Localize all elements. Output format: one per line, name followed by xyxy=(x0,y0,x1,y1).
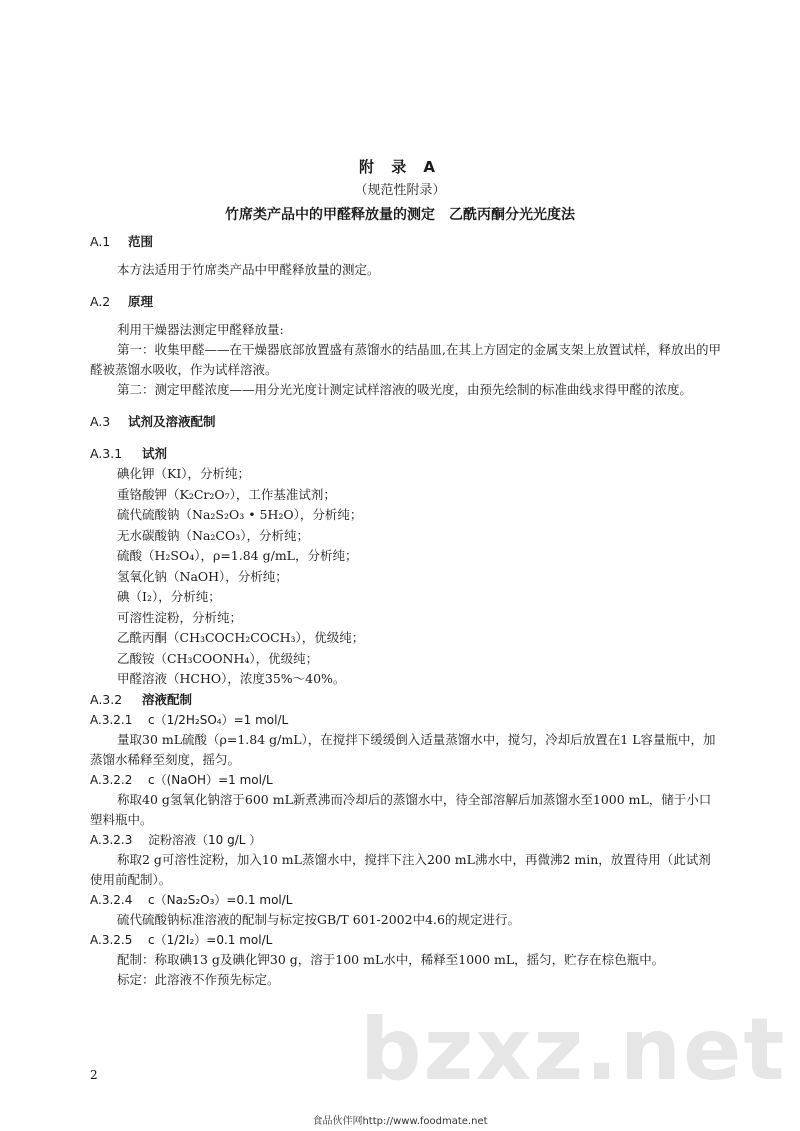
paragraph: 配制：称取碘13 g及碘化钾30 g，溶于100 mL水中，稀释至1000 mL，摇匀，贮存在棕色瓶中。 xyxy=(117,951,665,967)
reagent-list xyxy=(90,464,722,690)
list-item: 碘（I₂），分析纯； xyxy=(117,589,221,604)
subsection-heading-a31: A.3.1 试剂 xyxy=(90,446,168,461)
clause-heading-a322: A.3.2.2 c（(NaOH）=1 mol/L xyxy=(90,772,273,787)
list-item: 无水碳酸钠（Na₂CO₃），分析纯； xyxy=(117,527,309,543)
paragraph: 量取30 mL硫酸（ρ=1.84 g/mL），在搅拌下缓缓倒入适量蒸馏水中，搅匀，冷却后放置在1 L容量瓶中，加蒸馏水稀释至刻度，摇匀。 xyxy=(90,731,716,767)
paragraph: 本方法适用于竹席类产品中甲醛释放量的测定。 xyxy=(117,262,380,277)
list-item: 重铬酸钾（K₂Cr₂O₇），工作基准试剂； xyxy=(117,486,336,502)
list-item: 乙酰丙酮（CH₃COCH₂COCH₃），优级纯； xyxy=(117,630,365,645)
paragraph: 称取40 g氢氧化钠溶于600 mL新煮沸而冷却后的蒸馏水中，待全部溶解后加蒸馏水至1000 mL，储于小口塑料瓶中。 xyxy=(90,791,712,827)
paragraph: 硫代硫酸钠标准溶液的配制与标定按GB/T 601-2002中4.6的规定进行。 xyxy=(117,911,520,927)
footer-link[interactable]: 食品伙伴网http://www.foodmate.net xyxy=(312,1116,488,1127)
list-item: 可溶性淀粉，分析纯； xyxy=(117,609,243,625)
paragraph: 第二：测定甲醛浓度——用分光光度计测定试样溶液的吸光度，由预先绘制的标准曲线求得甲醛的浓度。 xyxy=(117,382,693,397)
appendix-title: 竹席类产品中的甲醛释放量的测定 乙酰丙酮分光光度法 xyxy=(225,207,575,223)
page-number: 2 xyxy=(90,1068,98,1082)
clause-heading-a323: A.3.2.3 淀粉溶液（10 g/L ） xyxy=(90,832,262,847)
list-item: 硫酸（H₂SO₄），ρ=1.84 g/mL，分析纯； xyxy=(117,548,358,563)
document-body xyxy=(90,232,722,990)
clause-heading-a324: A.3.2.4 c（Na₂S₂O₃）=0.1 mol/L xyxy=(90,892,293,907)
section-heading-a2: A.2 原理 xyxy=(90,294,154,309)
list-item: 甲醛溶液（HCHO），浓度35%～40%。 xyxy=(117,671,346,686)
normative-label: （规范性附录） xyxy=(354,183,446,198)
list-item: 碘化钾（KI），分析纯； xyxy=(117,466,251,481)
list-item: 硫代硫酸钠（Na₂S₂O₃ • 5H₂O），分析纯； xyxy=(117,507,363,522)
paragraph: 利用干燥器法测定甲醛释放量: xyxy=(117,322,284,337)
appendix-heading xyxy=(0,156,800,226)
section-heading-a3: A.3 试剂及溶液配制 xyxy=(90,414,216,429)
clause-heading-a325: A.3.2.5 c（1/2I₂）=0.1 mol/L xyxy=(90,932,273,947)
section-heading-a1: A.1 范围 xyxy=(90,234,154,249)
paragraph: 第一：收集甲醛——在干燥器底部放置盛有蒸馏水的结晶皿,在其上方固定的金属支架上放置试样，释放出的甲醛被蒸馏水吸收，作为试样溶液。 xyxy=(90,342,721,377)
subsection-heading-a32: A.3.2 溶液配制 xyxy=(90,691,193,707)
appendix-label: 附 录 A xyxy=(358,158,442,176)
paragraph: 称取2 g可溶性淀粉，加入10 mL蒸馏水中，搅拌下注入200 mL沸水中，再微沸2 min，放置待用（此试剂使用前配制）。 xyxy=(90,851,711,887)
list-item: 氢氧化钠（NaOH），分析纯； xyxy=(117,568,288,584)
list-item: 乙酸铵（CH₃COONH₄），优级纯； xyxy=(117,650,319,666)
watermark: bzxz.net xyxy=(360,1000,787,1100)
clause-heading-a321: A.3.2.1 c（1/2H₂SO₄）=1 mol/L xyxy=(90,712,289,727)
paragraph: 标定：此溶液不作预先标定。 xyxy=(117,971,280,987)
